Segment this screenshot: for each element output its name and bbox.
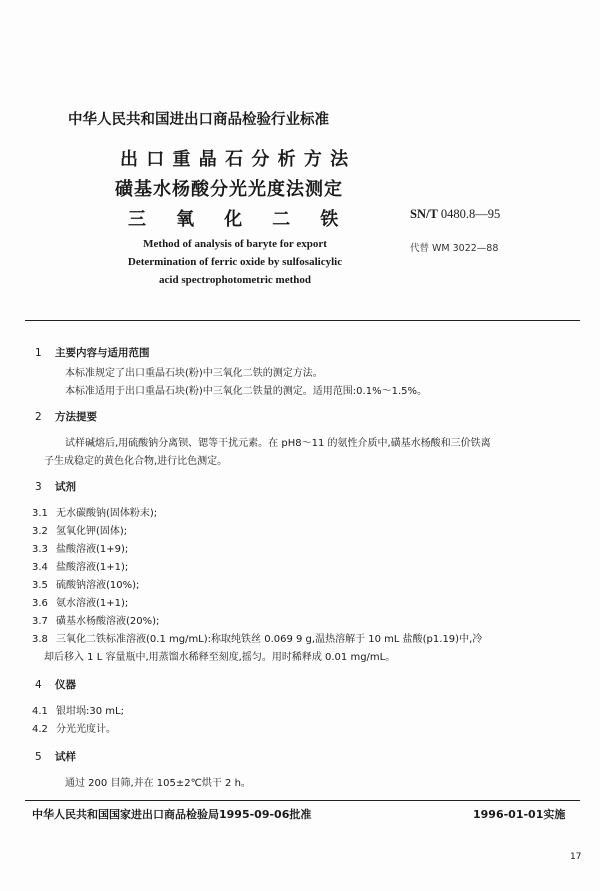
standard-org: 中华人民共和国进出口商品检验行业标准 xyxy=(68,112,329,128)
section-2-heading: 2 方法提要 xyxy=(35,411,97,423)
standard-code: SN/T 0480.8—95 xyxy=(410,207,501,221)
list-item: 3.7 磺基水杨酸溶液(20%); xyxy=(32,616,160,627)
title-line3: 三 氧 化 二 铁 xyxy=(128,209,340,230)
paragraph: 通过 200 目筛,并在 105±2℃烘干 2 h。 xyxy=(65,778,251,789)
title-line1: 出 口 重 晶 石 分 析 方 法 xyxy=(120,149,350,170)
section-3-heading: 3 试剂 xyxy=(35,481,76,493)
english-title-2: Determination of ferric oxide by sulfosalicylic xyxy=(127,256,343,268)
english-title-3: acid spectrophotometric method xyxy=(159,274,311,286)
list-item: 3.6 氨水溶液(1+1); xyxy=(32,598,129,609)
paragraph: 试样碱熔后,用硫酸钠分离钡、锶等干扰元素。在 pH8～11 的氨性介质中,磺基水杨酸和三价铁离 xyxy=(65,438,491,449)
paragraph: 子生成稳定的黄色化合物,进行比色测定。 xyxy=(44,456,228,467)
bottom-rule xyxy=(25,800,580,801)
effective-date: 1996-01-01实施 xyxy=(473,808,566,821)
list-item: 4.2 分光光度计。 xyxy=(32,724,116,735)
list-item: 3.4 盐酸溶液(1+1); xyxy=(32,562,129,573)
list-item: 3.8 三氧化二铁标准溶液(0.1 mg/mL):称取纯铁丝 0.069 9 g,温热溶解于 10 mL 盐酸(p1.19)中,冷 xyxy=(32,634,483,645)
english-title-1: Method of analysis of baryte for export xyxy=(143,238,327,250)
section-5-heading: 5 试样 xyxy=(35,751,76,763)
replaces-note: 代替 WM 3022—88 xyxy=(410,243,499,254)
top-rule xyxy=(25,320,580,321)
list-item: 3.3 盐酸溶液(1+9); xyxy=(32,544,129,555)
title-line2: 磺基水杨酸分光光度法测定 xyxy=(115,179,343,200)
paragraph: 却后移入 1 L 容量瓶中,用蒸馏水稀释至刻度,摇匀。用时稀释成 0.01 mg/mL。 xyxy=(44,652,396,663)
list-item: 3.2 氢氧化钾(固体); xyxy=(32,526,128,537)
paragraph: 本标准规定了出口重晶石块(粉)中三氧化二铁的测定方法。 xyxy=(65,368,323,379)
page-number: 17 xyxy=(570,852,582,862)
section-4-heading: 4 仪器 xyxy=(35,679,76,691)
list-item: 3.1 无水碳酸钠(固体粉末); xyxy=(32,508,158,519)
section-1-heading: 1 主要内容与适用范围 xyxy=(35,347,150,359)
list-item: 3.5 硫酸钠溶液(10%); xyxy=(32,580,140,591)
paragraph: 本标准适用于出口重晶石块(粉)中三氧化二铁量的测定。适用范围:0.1%～1.5%。 xyxy=(65,386,427,397)
list-item: 4.1 银坩埚:30 mL; xyxy=(32,706,124,717)
approval-text: 中华人民共和国国家进出口商品检验局1995-09-06批准 xyxy=(32,808,312,821)
